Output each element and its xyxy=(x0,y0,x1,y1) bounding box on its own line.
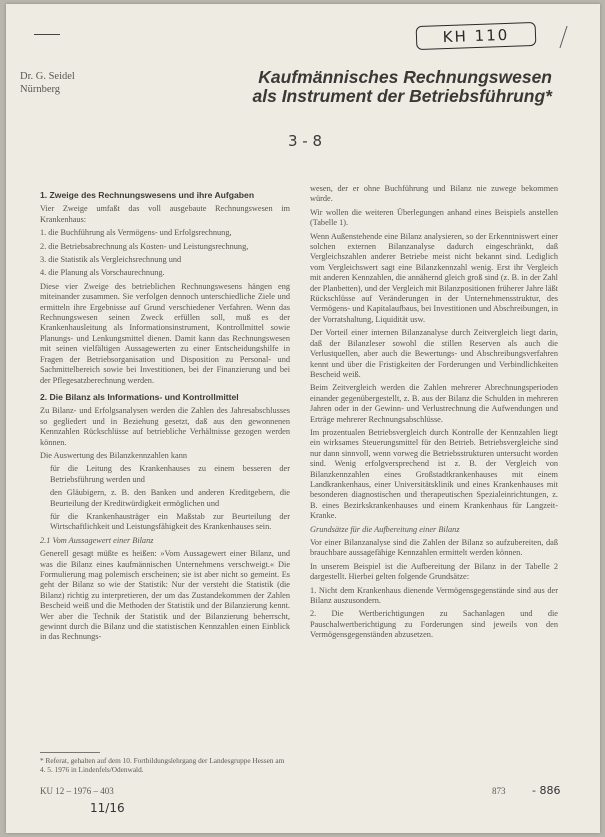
pencil-mark xyxy=(547,26,567,48)
paragraph: Zu Bilanz- und Erfolgsanalysen werden die Zahlen des Jahresabschlusses so gegliedert und in Beziehung gesetzt, daß aus den gewonnenen Kennzahlen Rückschlüsse auf betriebliche Verhältnisse gezogen werden können. xyxy=(40,406,290,447)
section-heading: 1. Zweige des Rechnungswesens und ihre Aufgaben xyxy=(40,190,255,200)
title-line-2: als Instrument der Betriebsführung* xyxy=(252,86,552,106)
paragraph: Generell gesagt müßte es heißen: »Vom Aussagewert einer Bilanz, und was die Bilanz eines kaufmännischen Unternehmens verschweigt.« Die Formulierung mag polemisch erscheinen; sie ist aber nicht so gemeint. Es geht der Bilanz so wie der Statistik: Nur der versteht die Statistik (die Bilanz) richtig zu interpretieren, der um das Zustandekommen der Zahlen Bescheid weiß und die Methoden der Statistik und der Bilanzierung kennt. Wer aber die Technik der Statistik und der Bilanzierung beherrscht, gewinnt durch die Bilanz und die statistischen Kennzahlen einen Einblick in das Rechnungs- xyxy=(40,549,290,642)
indented-paragraph: für die Krankenhausträger ein Maßstab zur Beurteilung der Wirtschaftlichkeit und Leistungsfähigkeit des Krankenhauses sein. xyxy=(50,511,290,532)
author-block xyxy=(20,70,75,96)
list-item: 1. Nicht dem Krankenhaus dienende Vermögensgegenstände sind aus der Bilanz auszusondern. xyxy=(310,585,558,606)
corner-mark xyxy=(34,34,60,35)
indented-paragraph: für die Leitung des Krankenhauses zu einem besseren der Betriebsführung werden und xyxy=(50,464,290,484)
paragraph: Diese vier Zweige des betrieblichen Rechnungswesens hängen eng miteinander zusammen. Sie verfolgen dennoch unterschiedliche Ziele und ermitteln ihre Ergebnisse auf Grund verschiedener Verfahren. Wenn das Rechnungswesen seinen Zweck erfüllen soll, muß es der Krankenhausleitung als Informationsinstrument, Kontrollmittel sowie Planungs- und Lenkungsmittel dienen. Damit kann das Rechnungswesen mit seinen vielfältigen Aussagewerten zu einer Entscheidungshilfe in Fragen der Betriebsorganisation und Disposition zu Personal- und Sachmittelbereich sowie bei Investitionen, bei der Finanzierung und bei der Pflegesatzberechnung werden. xyxy=(40,281,290,385)
article-title xyxy=(206,68,552,106)
paragraph: In unserem Beispiel ist die Aufbereitung der Bilanz in der Tabelle 2 dargestellt. Hierbei gelten folgende Grundsätze: xyxy=(310,561,558,582)
subsection-heading: 2.1 Vom Aussagewert einer Bilanz xyxy=(40,535,154,545)
paragraph: Vor einer Bilanzanalyse sind die Zahlen der Bilanz so aufzubereiten, daß brauchbare aussagefähige Kennzahlen ermittelt werden können. xyxy=(310,538,558,558)
paragraph: Beim Zeitvergleich werden die Zahlen mehrerer Abrechnungsperioden einander gegenübergestellt, z. B. aus der Bilanz die Schulden in mehreren Jahren oder in der Gewinn- und Verlustrechnung die Aufwendungen und Erträge mehrerer Rechnungsabschlüsse. xyxy=(310,383,558,424)
right-text-column xyxy=(310,184,558,644)
author-name: Dr. G. Seidel xyxy=(20,71,75,82)
paragraph: Vier Zweige umfaßt das voll ausgebaute Rechnungswesen im Krankenhaus: xyxy=(40,204,290,224)
author-city: Nürnberg xyxy=(20,84,61,95)
paragraph: Die Auswertung des Bilanzkennzahlen kann xyxy=(40,450,187,460)
handwritten-page-note: 3 - 8 xyxy=(288,132,323,150)
paragraph: wesen, der er ohne Buchführung und Bilanz nie zuwege bekommen würde. xyxy=(310,184,558,204)
list-item: 2. die Betriebsabrechnung als Kosten- und Leistungsrechnung, xyxy=(40,241,249,251)
page-number: 873 xyxy=(492,786,506,796)
journal-reference: KU 12 – 1976 – 403 xyxy=(40,786,114,796)
list-item: 1. die Buchführung als Vermögens- und Erfolgsrechnung, xyxy=(40,228,232,238)
list-item: 2. Die Wertberichtigungen zu Sachanlagen und die Pauschalwertberichtigung zu Forderungen sind jeweils von den Vermögensgegenständen abzusetzen. xyxy=(310,609,558,640)
handwritten-number-left: 11/16 xyxy=(90,801,125,815)
footnote-rule xyxy=(40,752,100,753)
subsection-heading: Grundsätze für die Aufbereitung einer Bilanz xyxy=(310,524,460,534)
document-page xyxy=(6,4,600,833)
title-line-1: Kaufmännisches Rechnungswesen xyxy=(258,67,552,87)
paragraph: Im prozentualen Betriebsvergleich durch Kontrolle der Kennzahlen liegt ein wirksames Steuerungsmittel für den Betrieb. Betriebsvergleiche sind nur dann sinnvoll, wenn vorweg die Betriebsstrukturen untersucht worden sind. Wenig erfolgversprechend ist z. B. der Vergleich von Bilanzkennzahlen eines Großstadtkrankenhauses mit einem Landkrankenhaus, einer Universitätsklinik und eines Krankenhauses mit besonderen diagnostischen und therapeutischen Spezialeinrichtungen, z. B. eines Bezirkskrankenhauses und einem Krankenhaus für Langzeit-Kranke. xyxy=(310,427,558,521)
section-heading: 2. Die Bilanz als Informations- und Kontrollmittel xyxy=(40,391,239,402)
handwritten-number-right: - 886 xyxy=(532,784,561,797)
footnote: * Referat, gehalten auf dem 10. Fortbildungslehrgang der Landesgruppe Hessen am 4. 5. 1976 in Lindenfels/Odenwald. xyxy=(40,756,285,774)
list-item: 4. die Planung als Vorschaurechnung. xyxy=(40,268,165,278)
paragraph: Der Vorteil einer internen Bilanzanalyse durch Zeitvergleich liegt darin, daß der Bilanzleser sowohl die stillen Reserven als auch die Verlustquellen, aber auch die Bewertungs- und Abschreibungsverfahren kennt und über die Fristigkeiten der Forderungen und Verbindlichkeiten Bescheid weiß. xyxy=(310,328,558,379)
paragraph: Wir wollen die weiteren Überlegungen anhand eines Beispiels anstellen (Tabelle 1). xyxy=(310,207,558,228)
indented-paragraph: den Gläubigern, z. B. den Banken und anderen Kreditgebern, die Beurteilung der Kreditwürdigkeit ermöglichen und xyxy=(50,488,290,508)
archive-stamp: KH 110 xyxy=(416,22,537,50)
list-item: 3. die Statistik als Vergleichsrechnung und xyxy=(40,255,182,265)
paragraph: Wenn Außenstehende eine Bilanz analysieren, so der Erkenntniswert einer solchen externen Bilanzanalyse dadurch eingeschränkt, daß Vergleichszahlen anderer Betriebe meist nicht bekannt sind. Lediglich vom Vergleichswert sagt eine Bilanzkennzahl wenig. Erst ihr Vergleich mit anderen Kennzahlen, die annähernd gleich groß sind (z. B. in der Zahl der Planbetten), und der Vergleich mit Bilanzpositionen früherer Jahre läßt Rückschlüsse auf Veränderungen in der Unternehmensstruktur, des Vermögens- und Kapitalaufbaus, bei Investitionen und Abschreibungen, in der Vorratshaltung, Liquidität usw. xyxy=(310,231,558,324)
left-text-column xyxy=(40,184,290,646)
